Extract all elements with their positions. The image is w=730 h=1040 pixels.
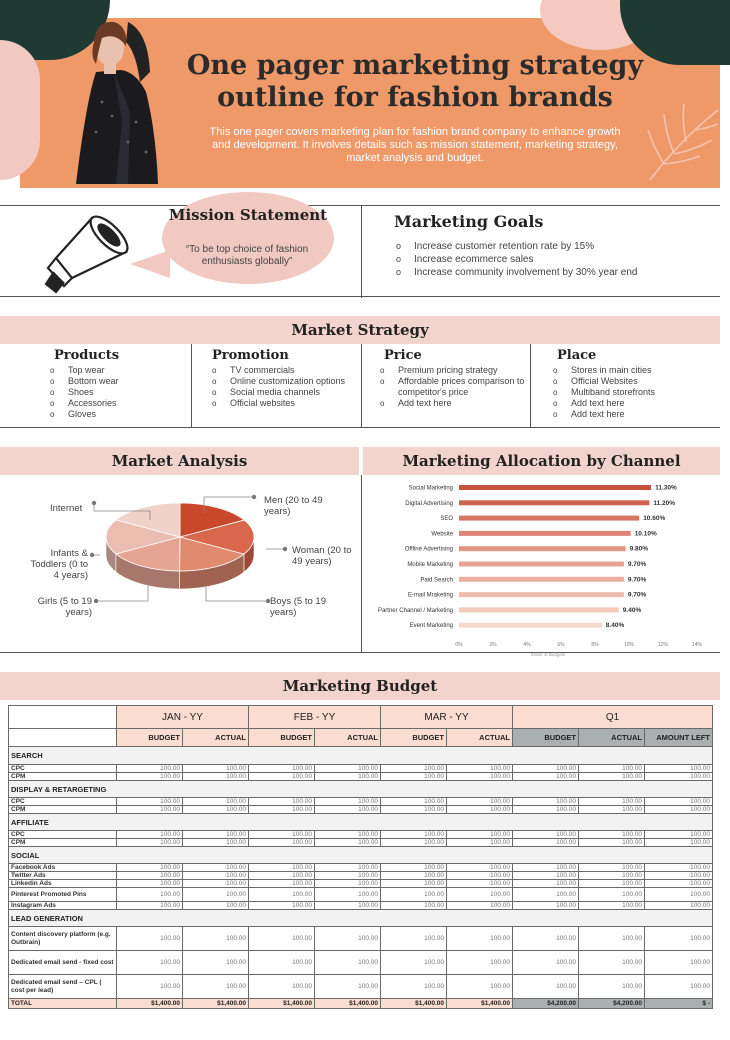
model-photo [66, 12, 162, 184]
table-cell: 100.00 [249, 806, 315, 814]
table-cell: 100.00 [315, 806, 381, 814]
table-cell: 100.00 [117, 975, 183, 999]
table-corner [9, 706, 117, 729]
table-cell: 100.00 [381, 888, 447, 902]
page-subtitle: This one pager covers marketing plan for fashion brand company to enhance growth and development. It involves details such as mission statement, marketing strategy, market analysis and budget. [209, 126, 621, 164]
table-cell: 100.00 [315, 773, 381, 781]
table-cell: 100.00 [315, 888, 381, 902]
table-corner [9, 729, 117, 747]
category-label: Social Marketing [408, 485, 453, 492]
table-cell: 100.00 [117, 902, 183, 910]
table-cell: 100.00 [117, 806, 183, 814]
table-cell: 100.00 [117, 864, 183, 872]
table-cell: 100.00 [249, 888, 315, 902]
table-cell: 100.00 [183, 773, 249, 781]
table-cell: 100.00 [183, 765, 249, 773]
list-item: o Increase ecommerce sales [396, 253, 696, 266]
table-cell: 100.00 [381, 880, 447, 888]
allocation-bar-chart [362, 475, 720, 657]
table-cell: 100.00 [117, 798, 183, 806]
market-strategy-title: Market Strategy [0, 316, 720, 344]
table-cell: 100.00 [447, 951, 513, 975]
table-cell: 100.00 [513, 888, 579, 902]
table-cell: 100.00 [447, 864, 513, 872]
total-cell: $1,400.00 [447, 999, 513, 1009]
table-cell: 100.00 [183, 888, 249, 902]
data-label: 8.40% [605, 622, 625, 630]
table-cell: 100.00 [513, 773, 579, 781]
table-cell: 100.00 [513, 831, 579, 839]
table-cell: 100.00 [315, 975, 381, 999]
list-item: o Multiband storefronts [551, 387, 711, 398]
table-cell: 100.00 [513, 864, 579, 872]
total-cell: $1,400.00 [315, 999, 381, 1009]
table-cell: 100.00 [447, 975, 513, 999]
month-header: Q1 [513, 706, 713, 729]
list-item: o Accessories [48, 398, 188, 409]
total-label: TOTAL [9, 999, 117, 1009]
row-label: Facebook Ads [9, 864, 117, 872]
table-cell: 100.00 [249, 872, 315, 880]
tick-label: 8% [591, 642, 599, 648]
category-label: Mobile Marketing [407, 562, 453, 568]
table-cell: 100.00 [579, 888, 645, 902]
list-item: o Top wear [48, 365, 188, 376]
table-cell: 100.00 [381, 864, 447, 872]
table-cell: 100.00 [381, 975, 447, 999]
allocation-title: Marketing Allocation by Channel [363, 447, 720, 475]
tick-label: 2% [489, 642, 497, 648]
list-item: o Increase customer retention rate by 15% [396, 240, 696, 253]
row-label: CPM [9, 806, 117, 814]
table-cell: 100.00 [249, 880, 315, 888]
table-cell: 100.00 [381, 951, 447, 975]
table-cell: 100.00 [249, 765, 315, 773]
category-label: Event Marketing [409, 623, 453, 630]
row-label: Content discovery platform (e.g. Outbrain) [9, 927, 117, 951]
table-cell: 100.00 [381, 831, 447, 839]
table-cell: 100.00 [447, 927, 513, 951]
table-cell: 100.00 [117, 927, 183, 951]
leaf-icon [640, 100, 720, 184]
section-header: DISPLAY & RETARGETING [9, 781, 713, 798]
total-cell: $1,400.00 [381, 999, 447, 1009]
category-label: SEO [440, 516, 453, 523]
table-cell: 100.00 [315, 831, 381, 839]
table-cell: 100.00 [645, 798, 713, 806]
list-item: o Bottom wear [48, 376, 188, 387]
table-cell: 100.00 [645, 888, 713, 902]
page-title: One pager marketing strategy outline for fashion brands [186, 50, 644, 113]
list-item: o Gloves [48, 409, 188, 420]
table-cell: 100.00 [447, 839, 513, 847]
tick-label: 14% [691, 642, 703, 648]
column-header: BUDGET [249, 729, 315, 747]
table-cell: 100.00 [249, 927, 315, 951]
bar [459, 577, 624, 582]
table-cell: 100.00 [117, 831, 183, 839]
mission-text: “To be top choice of fashion enthusiasts globally” [185, 244, 309, 267]
bar [459, 500, 649, 505]
list-item: o Add text here [551, 398, 711, 409]
table-cell: 100.00 [579, 773, 645, 781]
table-cell: 100.00 [579, 798, 645, 806]
section-header: AFFILIATE [9, 814, 713, 831]
table-cell: 100.00 [513, 975, 579, 999]
table-cell: 100.00 [579, 880, 645, 888]
tick-label: 0% [455, 642, 463, 648]
divider [361, 206, 362, 298]
table-cell: 100.00 [117, 765, 183, 773]
leader-dot [252, 495, 256, 499]
table-cell: 100.00 [447, 806, 513, 814]
table-cell: 100.00 [117, 888, 183, 902]
table-cell: 100.00 [249, 773, 315, 781]
list-item: o Add text here [378, 398, 528, 409]
section-header: SOCIAL [9, 847, 713, 864]
table-cell: 100.00 [513, 880, 579, 888]
analysis-section [0, 475, 720, 657]
pie-label-woman: Woman (20 to 49 years) [292, 545, 352, 567]
row-label: CPC [9, 765, 117, 773]
table-cell: 100.00 [447, 773, 513, 781]
table-cell: 100.00 [381, 927, 447, 951]
total-cell: $4,200.00 [579, 999, 645, 1009]
table-cell: 100.00 [183, 798, 249, 806]
column-heading: Promotion [212, 348, 289, 363]
axis-label: Share of Budgets [530, 652, 566, 657]
table-cell: 100.00 [315, 839, 381, 847]
category-label: Partner Channel / Marketing [377, 607, 453, 614]
month-header: FEB - YY [249, 706, 381, 729]
table-cell: 100.00 [315, 880, 381, 888]
column-header: ACTUAL [579, 729, 645, 747]
table-cell: 100.00 [183, 864, 249, 872]
table-cell: 100.00 [513, 765, 579, 773]
table-cell: 100.00 [447, 765, 513, 773]
category-label: Digital Advertising [405, 500, 453, 507]
divider [191, 344, 192, 428]
market-strategy-section [0, 344, 720, 428]
goals-title: Marketing Goals [394, 212, 544, 231]
row-label: Pinterest Promoted Pins [9, 888, 117, 902]
table-cell: 100.00 [381, 902, 447, 910]
list-item: o Official Websites [551, 376, 711, 387]
table-cell: 100.00 [579, 839, 645, 847]
table-cell: 100.00 [117, 951, 183, 975]
table-cell: 100.00 [117, 773, 183, 781]
leader-line [206, 585, 268, 601]
row-label: Twitter Ads [9, 872, 117, 880]
total-cell: $ - [645, 999, 713, 1009]
table-cell: 100.00 [645, 951, 713, 975]
table-cell: 100.00 [579, 927, 645, 951]
table-cell: 100.00 [249, 975, 315, 999]
speech-bubble-tail [130, 250, 170, 278]
table-cell: 100.00 [579, 864, 645, 872]
mission-title: Mission Statement [168, 206, 328, 224]
data-label: 9.70% [627, 561, 647, 568]
row-label: Dedicated email send – CPL ( cost per lead) [9, 975, 117, 999]
data-label: 11.20% [653, 499, 676, 507]
decor-shape [0, 40, 40, 180]
table-cell: 100.00 [579, 975, 645, 999]
table-cell: 100.00 [183, 902, 249, 910]
total-cell: $1,400.00 [249, 999, 315, 1009]
table-cell: 100.00 [447, 798, 513, 806]
total-cell: $1,400.00 [117, 999, 183, 1009]
table-cell: 100.00 [183, 839, 249, 847]
data-label: 11.30% [655, 484, 677, 492]
table-cell: 100.00 [513, 951, 579, 975]
mission-goals-section [0, 205, 720, 297]
list-item: o Official websites [210, 398, 355, 409]
table-cell: 100.00 [117, 839, 183, 847]
header [0, 0, 720, 188]
table-cell: 100.00 [315, 798, 381, 806]
table-cell: 100.00 [315, 765, 381, 773]
table-cell: 100.00 [249, 951, 315, 975]
budget-table [8, 705, 713, 1009]
leader-dot [283, 547, 287, 551]
row-label: CPC [9, 798, 117, 806]
table-cell: 100.00 [381, 773, 447, 781]
table-cell: 100.00 [513, 927, 579, 951]
table-cell: 100.00 [183, 831, 249, 839]
bar [459, 623, 602, 628]
bar [459, 516, 639, 521]
strategy-column-price [378, 344, 528, 428]
strategy-column-place [551, 344, 711, 428]
column-heading: Place [557, 348, 597, 363]
list-item: o Shoes [48, 387, 188, 398]
leader-dot [90, 553, 94, 557]
table-cell: 100.00 [645, 872, 713, 880]
data-label: 9.70% [627, 576, 647, 584]
data-label: 9.40% [622, 606, 642, 614]
table-cell: 100.00 [579, 806, 645, 814]
divider [361, 344, 362, 428]
table-cell: 100.00 [645, 880, 713, 888]
table-cell: 100.00 [447, 831, 513, 839]
table-cell: 100.00 [117, 872, 183, 880]
strategy-column-promotion [210, 344, 355, 428]
list-item: o Increase community involvement by 30% year end [396, 266, 696, 279]
market-analysis-title: Market Analysis [0, 447, 359, 475]
goals-list [396, 240, 696, 279]
strategy-column-products [48, 344, 188, 428]
row-label: Dedicated email send - fixed cost [9, 951, 117, 975]
total-cell: $1,400.00 [183, 999, 249, 1009]
row-label: CPM [9, 839, 117, 847]
table-cell: 100.00 [447, 880, 513, 888]
table-cell: 100.00 [513, 798, 579, 806]
leader-dot [94, 599, 98, 603]
bar [459, 485, 651, 490]
total-cell: $4,200.00 [513, 999, 579, 1009]
data-label: 10.60% [643, 515, 666, 523]
month-header: MAR - YY [381, 706, 513, 729]
divider [530, 344, 531, 428]
table-cell: 100.00 [513, 806, 579, 814]
bar [459, 562, 624, 567]
table-cell: 100.00 [249, 839, 315, 847]
section-header: LEAD GENERATION [9, 910, 713, 927]
tick-label: 12% [657, 642, 669, 648]
row-label: Instagram Ads [9, 902, 117, 910]
table-cell: 100.00 [381, 798, 447, 806]
table-cell: 100.00 [579, 902, 645, 910]
tick-label: 10% [623, 642, 635, 648]
table-cell: 100.00 [645, 927, 713, 951]
table-cell: 100.00 [447, 902, 513, 910]
table-cell: 100.00 [645, 839, 713, 847]
table-cell: 100.00 [579, 872, 645, 880]
table-cell: 100.00 [645, 902, 713, 910]
table-cell: 100.00 [381, 872, 447, 880]
table-cell: 100.00 [249, 864, 315, 872]
category-label: Paid Search [420, 577, 453, 584]
column-header: ACTUAL [315, 729, 381, 747]
megaphone-icon [42, 212, 134, 294]
list-item: o Affordable prices comparison to competitor's price [378, 376, 528, 398]
table-cell: 100.00 [381, 806, 447, 814]
table-cell: 100.00 [447, 888, 513, 902]
table-cell: 100.00 [183, 927, 249, 951]
table-cell: 100.00 [645, 975, 713, 999]
table-cell: 100.00 [645, 773, 713, 781]
table-cell: 100.00 [513, 839, 579, 847]
pie-label-infants: Infants & Toddlers (0 to 4 years) [30, 548, 88, 581]
data-label: 9.70% [627, 591, 647, 599]
column-heading: Products [54, 348, 120, 363]
table-cell: 100.00 [579, 951, 645, 975]
table-cell: 100.00 [315, 902, 381, 910]
table-cell: 100.00 [117, 880, 183, 888]
table-cell: 100.00 [513, 872, 579, 880]
column-header: ACTUAL [183, 729, 249, 747]
table-cell: 100.00 [183, 872, 249, 880]
data-label: 9.80% [629, 545, 649, 553]
column-header: ACTUAL [447, 729, 513, 747]
list-item: o Add text here [551, 409, 711, 420]
row-label: CPM [9, 773, 117, 781]
table-cell: 100.00 [249, 902, 315, 910]
category-label: E-mail Mraketing [407, 592, 453, 599]
bar [459, 607, 619, 612]
table-cell: 100.00 [249, 798, 315, 806]
list-item: o Stores in main cities [551, 365, 711, 376]
column-heading: Price [384, 348, 422, 363]
list-item: o Premium pricing strategy [378, 365, 528, 376]
pie-label-men: Men (20 to 49 years) [264, 495, 323, 517]
table-cell: 100.00 [645, 831, 713, 839]
category-label: Website [431, 531, 453, 538]
column-header: BUDGET [381, 729, 447, 747]
table-cell: 100.00 [645, 864, 713, 872]
table-cell: 100.00 [315, 927, 381, 951]
category-label: Offline Advertising [404, 546, 453, 553]
table-cell: 100.00 [645, 806, 713, 814]
table-cell: 100.00 [315, 864, 381, 872]
budget-title: Marketing Budget [0, 672, 720, 700]
table-cell: 100.00 [645, 765, 713, 773]
leader-dot [92, 501, 96, 505]
row-label: CPC [9, 831, 117, 839]
list-item: o Social media channels [210, 387, 355, 398]
table-cell: 100.00 [315, 872, 381, 880]
table-cell: 100.00 [183, 951, 249, 975]
table-cell: 100.00 [249, 831, 315, 839]
bar [459, 592, 624, 597]
column-header: AMOUNT LEFT [645, 729, 713, 747]
tick-label: 6% [557, 642, 565, 648]
bar [459, 531, 631, 536]
bar [459, 546, 626, 551]
pie-label-boys: Boys (5 to 19 years) [270, 596, 326, 618]
table-cell: 100.00 [513, 902, 579, 910]
table-cell: 100.00 [381, 765, 447, 773]
table-cell: 100.00 [579, 765, 645, 773]
pie-label-internet: Internet [50, 503, 83, 514]
list-item: o Online customization options [210, 376, 355, 387]
list-item: o TV commercials [210, 365, 355, 376]
column-header: BUDGET [513, 729, 579, 747]
month-header: JAN - YY [117, 706, 249, 729]
table-cell: 100.00 [183, 975, 249, 999]
row-label: Linkedin Ads [9, 880, 117, 888]
table-cell: 100.00 [315, 951, 381, 975]
table-cell: 100.00 [381, 839, 447, 847]
table-cell: 100.00 [183, 806, 249, 814]
pie-label-girls: Girls (5 to 19 years) [37, 596, 92, 618]
tick-label: 4% [523, 642, 531, 648]
data-label: 10.10% [634, 530, 657, 538]
table-cell: 100.00 [447, 872, 513, 880]
table-cell: 100.00 [183, 880, 249, 888]
column-header: BUDGET [117, 729, 183, 747]
section-header: SEARCH [9, 747, 713, 765]
table-cell: 100.00 [579, 831, 645, 839]
